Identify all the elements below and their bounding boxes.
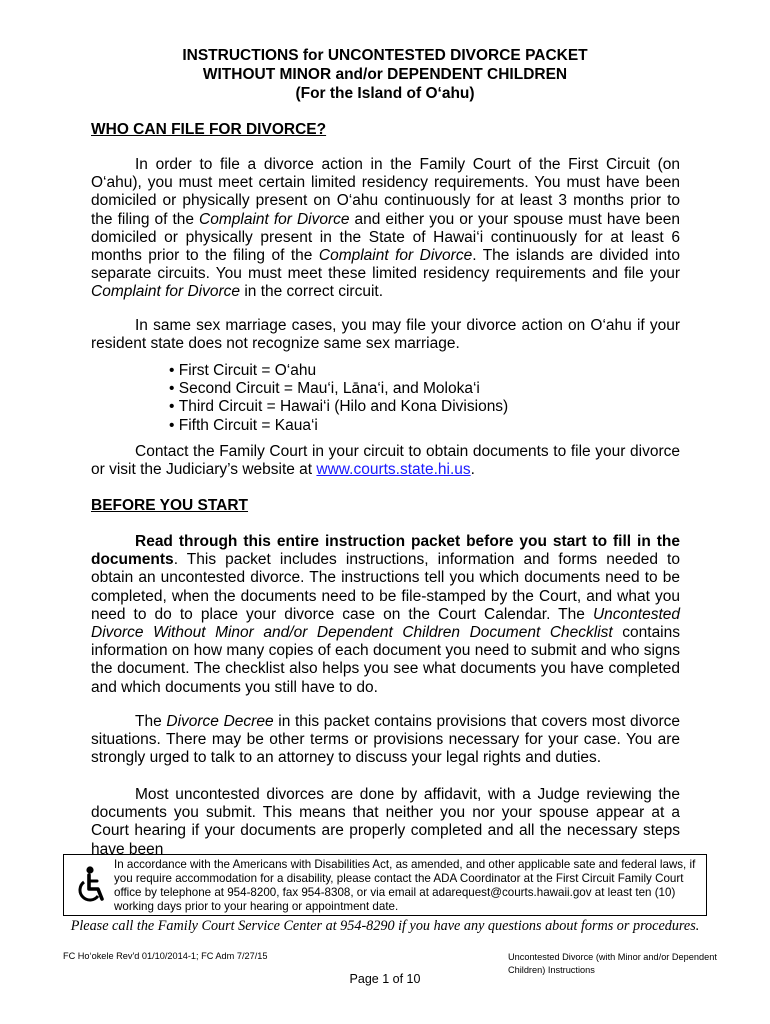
judiciary-website-link[interactable]: www.courts.state.hi.us <box>316 461 471 479</box>
ada-notice-box <box>63 854 707 916</box>
read-through-paragraph <box>91 533 680 697</box>
document-title <box>0 46 770 103</box>
text-run: in the correct circuit. <box>240 283 384 301</box>
affidavit-paragraph <box>91 786 680 859</box>
footer-document-title: Uncontested Divorce (with Minor and/or Dependent Children) Instructions <box>508 952 717 975</box>
text-run: . This packet includes instructions, information and forms needed to obtain an uncontested divorce. The instructions tell you which documents need to be completed, when the documents need to be file-stamped by the Court, and what you need to do to place your divorce case on the Court Calendar. The <box>91 551 680 623</box>
text-run: and either you or your spouse must have been domiciled or physically present in the State of Hawai‘i continuously for at least 6 months prior to the filing of the <box>91 210 681 265</box>
title-line-2: WITHOUT MINOR and/or DEPENDENT CHILDREN <box>202 66 568 83</box>
same-sex-paragraph <box>91 317 680 353</box>
bold-run: Read through this entire instruction packet before you start to fill in the documents <box>91 533 680 569</box>
residency-paragraph <box>91 156 680 302</box>
italic-run: Uncontested Divorce Without Minor and/or Dependent Children Document Checklist <box>91 605 680 642</box>
section-heading-who-can-file: WHO CAN FILE FOR DIVORCE? <box>91 121 327 138</box>
ada-notice-text: In accordance with the Americans with Disabilities Act, as amended, and other applicable sate and federal laws, if you require accommodation for a disability, please contact the ADA Coordinator at the First Circuit Family Court office by telephone at 954-8200, fax 954-8308, or via email at adarequest@courts.hawaii.gov at least ten (10) working days prior to your hearing or appointment date. <box>114 858 696 913</box>
text-run: Contact the Family Court in your circuit to obtain documents to file your divorce or visit the Judiciary’s website at <box>91 443 680 479</box>
page-number: Page 1 of 10 <box>349 972 421 986</box>
title-line-3: (For the Island of O‘ahu) <box>295 85 475 102</box>
footer-form-revision: FC Ho‘okele Rev'd 01/10/2014-1; FC Adm 7/27/15 <box>63 951 268 961</box>
contact-paragraph <box>91 443 680 479</box>
service-center-call-line: Please call the Family Court Service Center at 954-8290 if you have any questions about forms or procedures. <box>70 918 700 934</box>
list-item: • Fifth Circuit = Kaua‘i <box>169 417 689 435</box>
list-item: • Second Circuit = Mau‘i, Lāna‘i, and Moloka‘i <box>169 380 689 398</box>
list-item: • Third Circuit = Hawai‘i (Hilo and Kona Divisions) <box>169 398 689 416</box>
italic-run: Complaint for Divorce <box>318 247 473 265</box>
title-line-1: INSTRUCTIONS for UNCONTESTED DIVORCE PACKET <box>182 47 588 64</box>
list-item: • First Circuit = O‘ahu <box>169 362 689 380</box>
text-run: . The islands are divided into separate circuits. You must meet these limited residency requirements and file your <box>91 247 680 283</box>
circuit-list <box>169 362 689 435</box>
italic-run: Complaint for Divorce <box>91 283 241 301</box>
wheelchair-icon <box>70 865 108 905</box>
text-run: Most uncontested divorces are done by affidavit, with a Judge reviewing the documents you submit. This means that neither you nor your spouse appear at a Court hearing if your documents are properly completed and all the necessary steps have been <box>91 786 680 858</box>
italic-run: Divorce Decree <box>166 713 274 730</box>
section-heading-before-you-start: BEFORE YOU START <box>91 497 249 514</box>
text-run: The <box>135 713 167 730</box>
text-run: . <box>470 461 475 479</box>
text-run: In order to file a divorce action in the Family Court of the First Circuit (on O‘ahu), you must meet certain limited residency requirements. You must have been domiciled or physically present on O‘ahu continuously for at least 3 months prior to the filing of the <box>91 156 680 228</box>
italic-run: Complaint for Divorce <box>199 210 350 228</box>
text-run: In same sex marriage cases, you may file your divorce action on O‘ahu if your resident state does not recognize same sex marriage. <box>91 317 680 353</box>
divorce-decree-paragraph <box>91 713 680 768</box>
text-run: in this packet contains provisions that covers most divorce situations. There may be other terms or provisions necessary for your case. You are strongly urged to talk to an attorney to discuss your legal rights and duties. <box>91 713 681 767</box>
text-run: contains information on how many copies of each document you need to submit and who signs the document. The checklist also helps you see what documents you have completed and which documents you still have to do. <box>91 624 680 696</box>
